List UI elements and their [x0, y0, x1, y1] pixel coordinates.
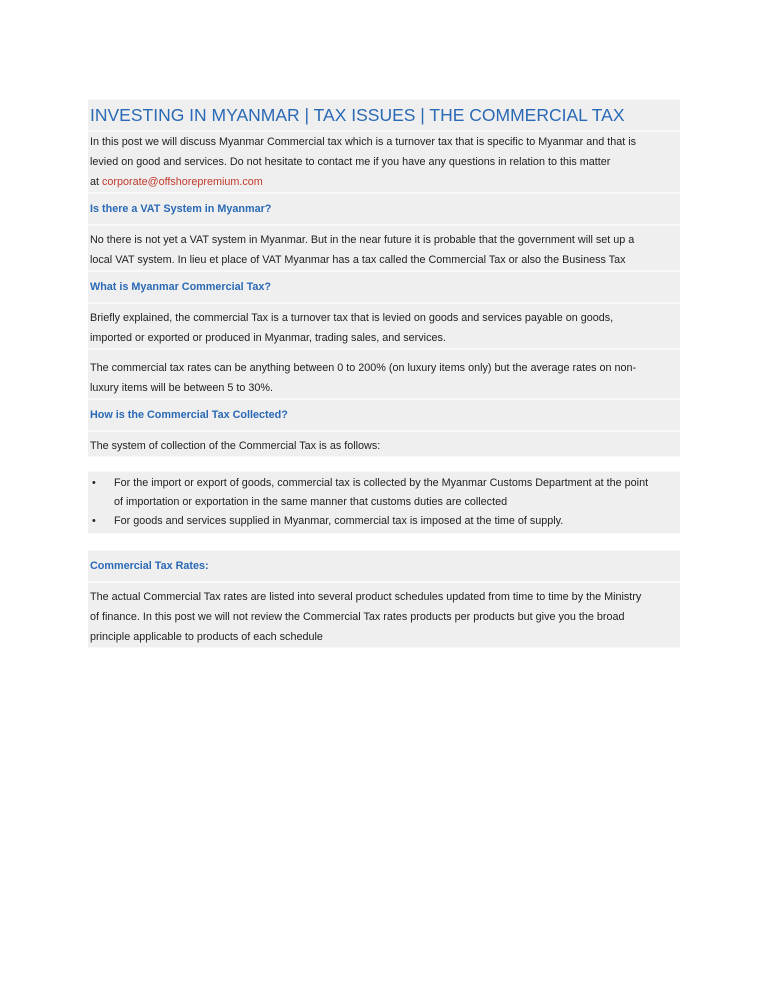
title-band — [88, 99, 680, 131]
intro-paragraph — [88, 131, 680, 193]
intro-line-1: In this post we will discuss Myanmar Commercial tax which is a turnover tax that is specific to Myanmar and that is — [90, 136, 637, 148]
collected-heading-band — [88, 399, 680, 431]
collected-intro — [88, 431, 680, 457]
rates-paragraph — [88, 582, 680, 648]
vat-paragraph — [88, 225, 680, 271]
rates-line-1: The actual Commercial Tax rates are listed into several product schedules updated from time to time by the Ministry — [90, 591, 642, 603]
list-item — [88, 512, 680, 531]
intro-line-3 — [90, 172, 680, 192]
item-1-line-2: of importation or exportation in the same manner that customs duties are collected — [114, 496, 508, 508]
document-body — [88, 99, 680, 648]
rates-heading-band — [88, 550, 680, 582]
collection-list — [88, 471, 680, 534]
list-item — [88, 474, 680, 512]
item-2-line-1: For goods and services supplied in Myanmar, commercial tax is imposed at the time of supply. — [114, 515, 564, 527]
what-paragraph-1 — [88, 303, 680, 349]
rates-line-3: principle applicable to products of each schedule — [90, 631, 323, 643]
vat-heading-band — [88, 193, 680, 225]
what-heading: What is Myanmar Commercial Tax? — [90, 281, 272, 293]
what-p1-line-1: Briefly explained, the commercial Tax is a turnover tax that is levied on goods and services payable on goods, — [90, 312, 614, 324]
vat-line-1: No there is not yet a VAT system in Myanmar. But in the near future it is probable that the government will set up a — [90, 234, 635, 246]
collected-intro-line: The system of collection of the Commercial Tax is as follows: — [90, 440, 381, 452]
bullet-icon: • — [92, 515, 96, 527]
what-p2-line-1: The commercial tax rates can be anything between 0 to 200% (on luxury items only) but the average rates on non- — [90, 362, 637, 374]
what-heading-band — [88, 271, 680, 303]
email-link[interactable]: corporate@offshorepremium.com — [102, 176, 263, 188]
vat-line-2: local VAT system. In lieu et place of VAT Myanmar has a tax called the Commercial Tax or also the Business Tax — [90, 254, 626, 266]
page-title: INVESTING IN MYANMAR | TAX ISSUES | THE COMMERCIAL TAX — [90, 105, 625, 125]
collected-heading: How is the Commercial Tax Collected? — [90, 409, 288, 421]
rates-heading: Commercial Tax Rates: — [90, 560, 209, 572]
what-p1-line-2: imported or exported or produced in Myanmar, trading sales, and services. — [90, 332, 446, 344]
vat-heading: Is there a VAT System in Myanmar? — [90, 203, 272, 215]
what-paragraph-2 — [88, 349, 680, 399]
what-p2-line-2: luxury items will be between 5 to 30%. — [90, 382, 274, 394]
item-1-line-1: For the import or export of goods, commercial tax is collected by the Myanmar Customs Department at the point — [114, 477, 649, 489]
bullet-icon: • — [92, 477, 96, 489]
intro-line-2: levied on good and services. Do not hesitate to contact me if you have any questions in relation to this matter — [90, 156, 611, 168]
intro-line-3-prefix: at — [90, 176, 103, 188]
rates-line-2: of finance. In this post we will not review the Commercial Tax rates products per products but give you the broad — [90, 611, 625, 623]
